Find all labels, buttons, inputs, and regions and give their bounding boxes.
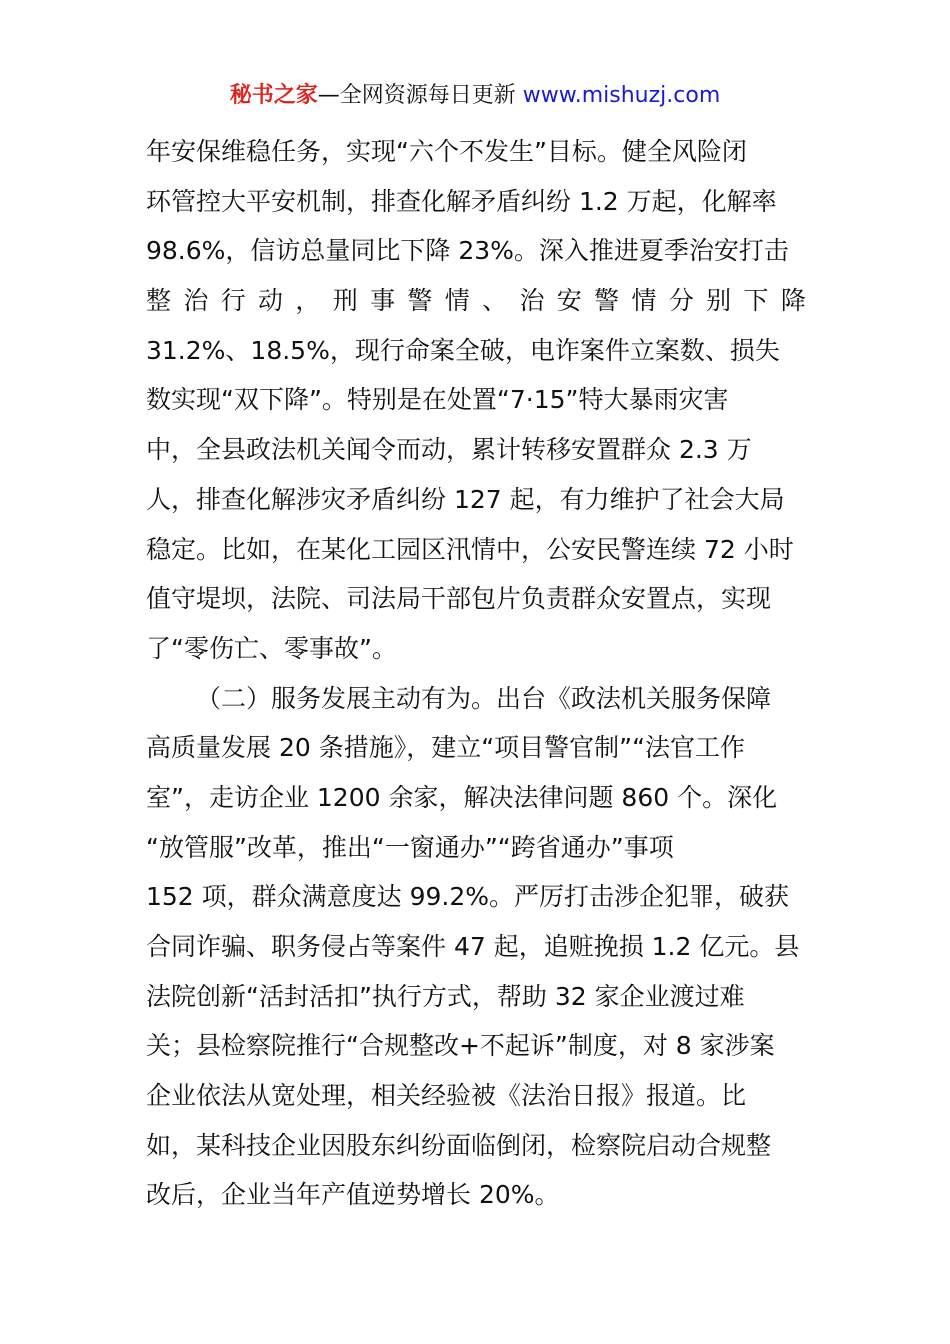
text-line: 稳定。比如，在某化工园区汛情中，公安民警连续 72 小时 (146, 534, 794, 564)
text-line: 法院创新“活封活扣”执行方式，帮助 32 家企业渡过难 (146, 981, 745, 1011)
page-header (0, 80, 950, 112)
text-line: 31.2%、18.5%，现行命案全破，电诈案件立案数、损失 (146, 335, 780, 365)
glyph: 别 (706, 286, 732, 316)
text-line: 年安保维稳任务，实现“六个不发生”目标。健全风险闭 (146, 137, 747, 166)
text-line: 值守堤坝，法院、司法局干部包片负责群众安置点，实现 (146, 584, 772, 614)
brand-name: 秘书之家 (229, 83, 318, 108)
text-line: 98.6%，信访总量同比下降 23%。深入推进夏季治安打击 (146, 236, 789, 266)
text-line: 中，全县政法机关闻令而动，累计转移安置群众 2.3 万 (146, 435, 752, 465)
document-body (146, 127, 806, 1220)
text-line: 了“零伤亡、零事故”。 (146, 633, 397, 663)
section-heading-line: （二）服务发展主动有为。出台《政法机关服务保障 (196, 683, 772, 713)
glyph: 刑 (332, 286, 358, 316)
glyph: 动 (258, 286, 284, 316)
glyph: 情 (444, 286, 470, 316)
text-line: 152 项，群众满意度达 99.2%。严厉打击涉企犯罪，破获 (146, 882, 790, 912)
paragraph-1 (146, 127, 806, 674)
text-line: 合同诈骗、职务侵占等案件 47 起，追赃挽损 1.2 亿元。县 (146, 932, 800, 961)
text-line: 人，排查化解涉灾矛盾纠纷 127 起，有力维护了社会大局 (146, 484, 785, 514)
glyph: 治 (519, 286, 545, 316)
text-line: 室”，走访企业 1200 余家，解决法律问题 860 个。深化 (146, 782, 778, 812)
header-tagline: —全网资源每日更新 (317, 83, 516, 108)
site-url-link[interactable]: www.mishuzj.com (515, 83, 721, 108)
text-line: 关；县检察院推行“合规整改+不起诉”制度，对 8 家涉案 (146, 1031, 775, 1061)
glyph: 警 (594, 286, 620, 316)
glyph: 治 (183, 286, 209, 316)
glyph: 整 (146, 286, 172, 316)
text-line: 企业依法从宽处理，相关经验被《法治日报》报道。比 (146, 1081, 747, 1111)
glyph: 安 (556, 286, 582, 316)
glyph: 警 (407, 286, 433, 316)
text-line: 环管控大平安机制，排查化解矛盾纠纷 1.2 万起，化解率 (146, 186, 777, 216)
glyph: 事 (370, 286, 396, 316)
text-line: 如，某科技企业因股东纠纷面临倒闭，检察院启动合规整 (146, 1130, 772, 1160)
glyph: ， (295, 286, 321, 316)
glyph: 分 (668, 286, 694, 316)
paragraph-2 (146, 674, 806, 1221)
glyph: 下 (743, 286, 769, 316)
glyph: 行 (220, 286, 246, 316)
text-line: “放管服”改革，推出“一窗通办”“跨省通办”事项 (146, 832, 674, 862)
glyph: 情 (631, 286, 657, 316)
text-line: 高质量发展 20 条措施》，建立“项目警官制”“法官工作 (146, 733, 746, 763)
glyph: 、 (482, 286, 508, 316)
text-line: 数实现“双下降”。特别是在处置“7·15”特大暴雨灾害 (146, 385, 729, 415)
text-line-spread (146, 276, 806, 326)
glyph: 降 (780, 286, 806, 316)
text-line: 改后，企业当年产值逆势增长 20%。 (146, 1180, 560, 1210)
